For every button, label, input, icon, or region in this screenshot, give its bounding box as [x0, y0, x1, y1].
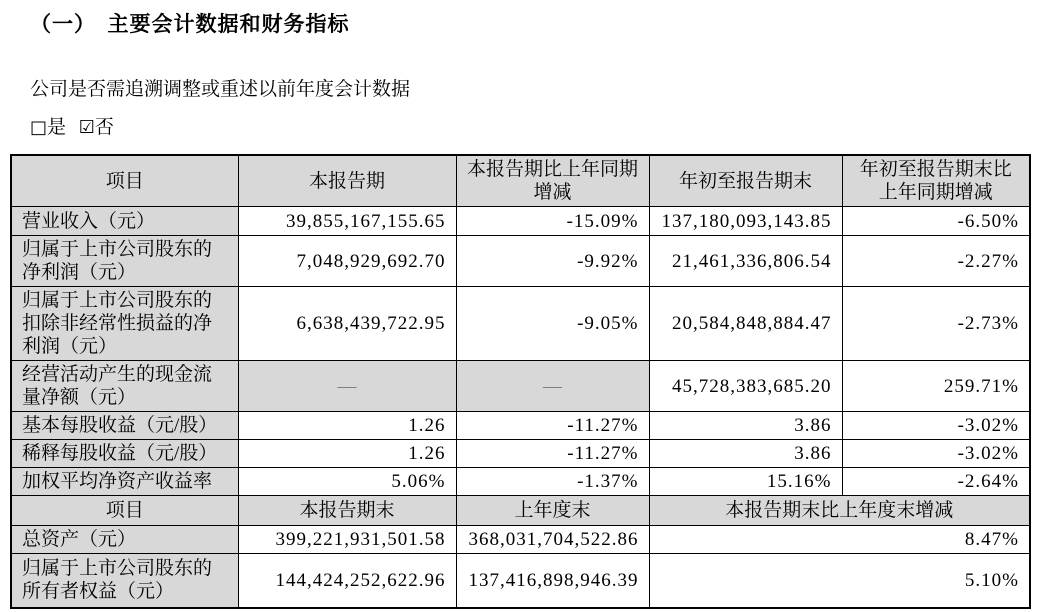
header-ytd: 年初至报告期末 — [649, 155, 842, 207]
restatement-question: 公司是否需追溯调整或重述以前年度会计数据 — [30, 79, 411, 100]
report-page — [0, 8, 1045, 609]
value-ytd: 15.16% — [649, 468, 842, 496]
checkbox-checked-icon: ☑ — [78, 117, 95, 138]
value-yoy: -15.09% — [456, 207, 649, 236]
value-ytd: 3.86 — [649, 412, 842, 440]
header-period-end: 本报告期末 — [238, 496, 456, 526]
value-change: 5.10% — [649, 554, 1030, 608]
financial-indicators-table — [10, 154, 1031, 609]
checkbox-unchecked-icon: □ — [30, 117, 48, 138]
value-ytd-yoy: -2.64% — [842, 468, 1030, 496]
value-current: 39,855,167,155.65 — [238, 207, 456, 236]
secondary-header-row — [11, 496, 1030, 526]
header-current-period: 本报告期 — [238, 155, 456, 207]
row-label: 经营活动产生的现金流量净额（元） — [11, 361, 238, 412]
value-ytd: 137,180,093,143.85 — [649, 207, 842, 236]
table-row-total-assets — [11, 526, 1030, 554]
value-ytd-yoy: -2.27% — [842, 236, 1030, 287]
value-ytd-yoy: -6.50% — [842, 207, 1030, 236]
value-period-end: 144,424,252,622.96 — [238, 554, 456, 608]
checkbox-no-label: 否 — [94, 117, 114, 138]
table-row-owners-equity — [11, 554, 1030, 608]
row-label: 归属于上市公司股东的所有者权益（元） — [11, 554, 238, 608]
value-ytd: 3.86 — [649, 440, 842, 468]
table-row-net-profit — [11, 236, 1030, 287]
value-period-end: 399,221,931,501.58 — [238, 526, 456, 554]
table-row-operating-cash-flow — [11, 361, 1030, 412]
checkbox-yes — [30, 117, 66, 138]
header-item-2: 项目 — [11, 496, 238, 526]
value-current: 6,638,439,722.95 — [238, 287, 456, 361]
value-yoy: -11.27% — [456, 440, 649, 468]
value-current: 1.26 — [238, 440, 456, 468]
value-yoy: -1.37% — [456, 468, 649, 496]
section-title: （一） 主要会计数据和财务指标 — [30, 12, 350, 36]
row-label: 营业收入（元） — [11, 207, 238, 236]
value-ytd-yoy: -2.73% — [842, 287, 1030, 361]
value-prev-year-end: 368,031,704,522.86 — [456, 526, 649, 554]
value-yoy-empty: — — [456, 361, 649, 412]
row-label: 归属于上市公司股东的扣除非经常性损益的净利润（元） — [11, 287, 238, 361]
header-prev-year-end: 上年度末 — [456, 496, 649, 526]
value-ytd: 21,461,336,806.54 — [649, 236, 842, 287]
value-current: 1.26 — [238, 412, 456, 440]
row-label: 总资产（元） — [11, 526, 238, 554]
value-ytd-yoy: -3.02% — [842, 440, 1030, 468]
value-ytd-yoy: -3.02% — [842, 412, 1030, 440]
value-current: 5.06% — [238, 468, 456, 496]
header-period-end-change: 本报告期末比上年度末增减 — [649, 496, 1030, 526]
header-ytd-yoy: 年初至报告期末比上年同期增减 — [842, 155, 1030, 207]
value-ytd: 45,728,383,685.20 — [649, 361, 842, 412]
value-yoy: -9.05% — [456, 287, 649, 361]
value-current: 7,048,929,692.70 — [238, 236, 456, 287]
table-row-basic-eps — [11, 412, 1030, 440]
checkbox-no — [79, 117, 114, 138]
value-yoy: -9.92% — [456, 236, 649, 287]
main-header-row — [11, 155, 1030, 207]
value-ytd-yoy: 259.71% — [842, 361, 1030, 412]
row-label: 基本每股收益（元/股） — [11, 412, 238, 440]
table-row-weighted-avg-roe — [11, 468, 1030, 496]
table-row-diluted-eps — [11, 440, 1030, 468]
value-prev-year-end: 137,416,898,946.39 — [456, 554, 649, 608]
value-yoy: -11.27% — [456, 412, 649, 440]
header-item: 项目 — [11, 155, 238, 207]
table-row-revenue — [11, 207, 1030, 236]
value-current-empty: — — [238, 361, 456, 412]
checkbox-yes-label: 是 — [47, 117, 67, 138]
restatement-options — [30, 112, 1045, 139]
header-current-yoy: 本报告期比上年同期增减 — [456, 155, 649, 207]
value-change: 8.47% — [649, 526, 1030, 554]
value-ytd: 20,584,848,884.47 — [649, 287, 842, 361]
row-label: 归属于上市公司股东的净利润（元） — [11, 236, 238, 287]
row-label: 加权平均净资产收益率 — [11, 468, 238, 496]
table-row-net-profit-excl-nonrecurring — [11, 287, 1030, 361]
row-label: 稀释每股收益（元/股） — [11, 440, 238, 468]
